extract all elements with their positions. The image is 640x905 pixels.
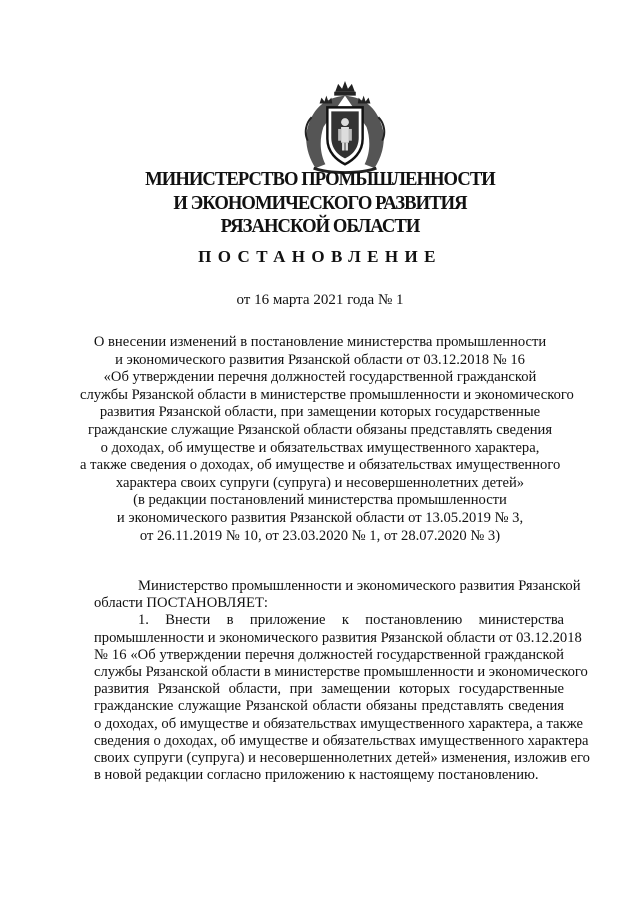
document-date: от 16 марта 2021 года № 1 — [236, 292, 404, 308]
title-line: и экономического развития Рязанской области от 13.05.2019 № 3, — [116, 509, 524, 526]
item-1-line: промышленности и экономического развития Рязанской области от 03.12.2018 — [94, 629, 582, 646]
title-line: развития Рязанской области, при замещении которых государственные — [99, 404, 541, 421]
title-line: гражданские служащие Рязанской области обязаны представлять сведения — [87, 421, 553, 438]
title-line: «Об утверждении перечня должностей государственной гражданской — [103, 369, 537, 386]
ministry-name-line-2: И ЭКОНОМИЧЕСКОГО РАЗВИТИЯ — [173, 192, 467, 214]
preamble-line: Министерство промышленности и экономического развития Рязанской — [138, 578, 581, 594]
item-1-line: 1. Внести в приложение к постановлению министерства — [138, 612, 564, 629]
title-line: (в редакции постановлений министерства промышленности — [133, 492, 507, 509]
item-1-line: № 16 «Об утверждении перечня должностей государственной гражданской — [94, 646, 564, 663]
ministry-name-line-1: МИНИСТЕРСТВО ПРОМЫШЛЕННОСТИ — [145, 168, 495, 190]
preamble-line: области ПОСТАНОВЛЯЕТ: — [94, 595, 268, 612]
item-1-line: своих супруги (супруга) и несовершеннолетних детей» изменения, изложив его — [94, 750, 590, 767]
resolution-body — [94, 578, 590, 784]
title-line: от 26.11.2019 № 10, от 23.03.2020 № 1, от 28.07.2020 № 3) — [139, 527, 501, 544]
ministry-name-line-3: РЯЗАНСКОЙ ОБЛАСТИ — [220, 215, 420, 237]
resolution-title — [80, 334, 574, 545]
item-1-line: в новой редакции согласно приложению к настоящему постановлению. — [94, 767, 539, 784]
title-line: а также сведения о доходах, об имуществе и обязательствах имущественного — [80, 457, 561, 474]
document-type-heading: ПОСТАНОВЛЕНИЕ — [198, 247, 442, 266]
title-line: О внесении изменений в постановление министерства промышленности — [93, 334, 547, 350]
item-1-line: о доходах, об имуществе и обязательствах имущественного характера, а также — [94, 715, 583, 732]
title-line: службы Рязанской области в министерстве промышленности и экономического — [80, 386, 574, 403]
title-line: о доходах, об имуществе и обязательствах имущественного характера, — [100, 439, 540, 456]
item-1-line: службы Рязанской области в министерстве промышленности и экономического — [94, 664, 588, 681]
item-1-line: сведения о доходах, об имуществе и обязательствах имущественного характера — [94, 732, 589, 749]
item-1-line: развития Рязанской области, при замещении которых государственные — [94, 681, 564, 698]
item-1-line: гражданские служащие Рязанской области обязаны представлять сведения — [94, 698, 564, 715]
title-line: и экономического развития Рязанской области от 03.12.2018 № 16 — [115, 351, 525, 368]
title-line: характера своих супруги (супруга) и несовершеннолетних детей» — [115, 474, 525, 491]
coat-of-arms-icon — [296, 78, 394, 176]
